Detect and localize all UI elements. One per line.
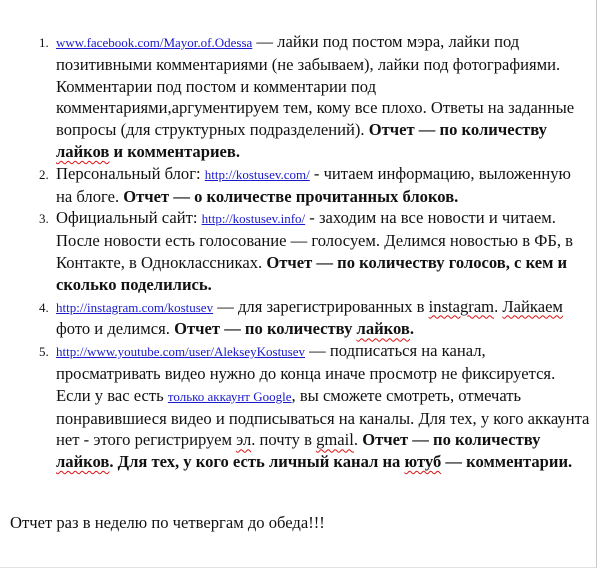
item-prefix: Официальный сайт: [56,208,202,228]
item-word: Лайкаем [502,296,563,316]
report-part: Отчет — по количеству [368,120,547,140]
report-part: . Для тех, у кого есть личный канал на [109,452,405,472]
item-text: — подписаться на канал, просматривать видео нужно до конца иначе просмотр не фиксируется. Если у вас есть [56,341,556,405]
report-text: Отчет — о количестве прочитанных блоков. [123,186,459,206]
instagram-link[interactable]: http://instagram.com/kostusev [56,299,214,315]
report-part: Отчет — по количеству [362,430,541,450]
list-item-youtube [52,340,590,473]
report-part: Отчет — по количеству [174,319,357,339]
report-word: ютуб [404,452,442,472]
report-text: Отчет — по количеству голосов, с кем и сколько поделились. [56,252,568,294]
report-text [174,319,414,338]
item-prefix: Персональный блог: [56,163,205,183]
item-text: фото и делимся. [56,319,175,339]
item-text: , вы сможете смотреть, отмечать понравившиеся видео и подписываться на каналы. Для тех, у кого аккаунта нет - этого регистрируем [56,385,590,450]
google-account-link[interactable]: только аккаунт Google [167,388,292,404]
report-word: лайков [56,141,110,161]
item-word: эл [236,430,252,450]
facebook-link[interactable]: www.facebook.com/Mayor.of.Odessa [56,35,253,50]
report-part: и комментариев. [109,141,240,161]
item-text: - заходим на все новости и читаем. После новости есть голосование — голосуем. Делимся новостью в ФБ, в Контакте, в Одноклассниках. [56,208,573,272]
list-item-facebook [52,31,590,163]
item-text: . [494,296,503,316]
site-link[interactable]: http://kostusev.info/ [201,211,306,227]
item-text: — для зарегистрированных в [213,296,429,316]
item-word: instagram [428,296,495,316]
report-part: . [409,319,415,339]
blog-link[interactable]: http://kostusev.com/ [204,166,310,182]
item-word: gmail [316,430,354,450]
item-text: . [353,430,363,450]
report-word: лайков [356,319,410,339]
instructions-list [0,31,590,473]
item-text: — лайки под постом мэра, лайки под позитивными комментариями (не забываем), лайки под фотографиями. Комментарии под постом и комментарии под комментариями,аргументируем тем, кому все плохо. Ответы на заданные вопросы (для структурных подразделений). [56,32,575,140]
list-item-site [52,207,590,295]
report-part: — комментарии. [441,452,573,472]
footer-note: Отчет раз в неделю по четвергам до обеда!!! [10,513,325,532]
item-text: - читаем информацию, выложенную на блоге. [56,163,571,206]
item-text: . почту в [251,430,317,450]
youtube-link[interactable]: http://www.youtube.com/user/AlekseyKostusev [56,344,306,360]
list-item-instagram [52,296,590,341]
report-word: лайков [56,452,110,472]
list-item-blog [52,163,590,208]
